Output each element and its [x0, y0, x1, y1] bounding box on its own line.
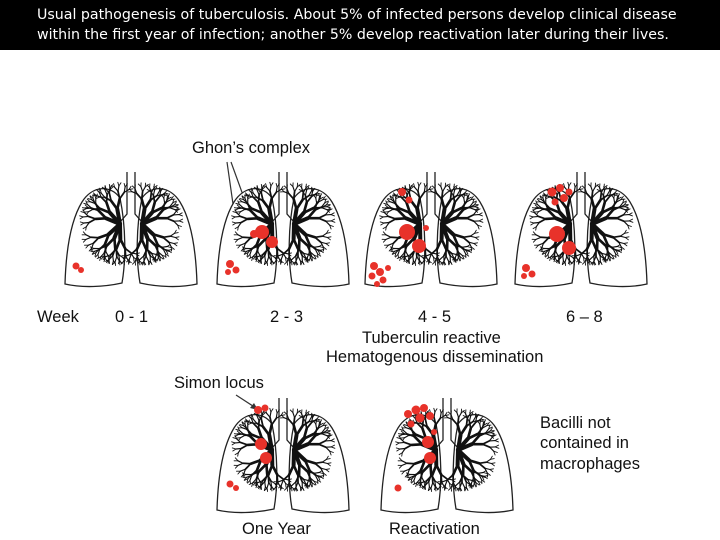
lesion	[395, 485, 402, 492]
caption-line-2: within the first year of infection; another 5% develop reactivation later during their lives.	[37, 27, 669, 43]
lesion	[370, 262, 378, 270]
lesion	[431, 429, 437, 435]
lesion	[416, 414, 425, 423]
bacilli-line-3: macrophages	[540, 455, 640, 473]
hematogenous-dissemination-label: Hematogenous dissemination	[326, 348, 544, 366]
lesion	[562, 241, 576, 255]
lesion	[226, 260, 234, 268]
lesion	[250, 230, 258, 238]
lesion	[254, 406, 262, 414]
lesion	[233, 267, 240, 274]
simon-locus-label: Simon locus	[174, 374, 264, 392]
lesion	[521, 273, 527, 279]
one-year-label: One Year	[242, 520, 311, 538]
lesion	[529, 271, 536, 278]
stage-0-1-label: 0 - 1	[115, 308, 149, 326]
lesion	[422, 436, 434, 448]
lesion	[566, 189, 573, 196]
week-label: Week	[37, 308, 79, 326]
lesion	[522, 264, 530, 272]
lesion	[424, 452, 436, 464]
stage-4-5-label: 4 - 5	[418, 308, 452, 326]
lungs-week-6-8	[512, 172, 652, 290]
lesion	[406, 197, 413, 204]
lungs-week-4-5	[362, 172, 502, 290]
lesion	[374, 281, 380, 287]
lesion	[426, 412, 434, 420]
lungs-week-0-1	[62, 172, 202, 290]
lesion	[262, 405, 269, 412]
lungs-one-year	[214, 398, 354, 516]
lesion	[408, 421, 415, 428]
lesion	[266, 236, 278, 248]
lesion	[404, 410, 412, 418]
lesion	[560, 194, 568, 202]
lesion	[398, 188, 406, 196]
lesion	[556, 184, 564, 192]
lesion	[385, 265, 391, 271]
lesion	[412, 239, 426, 253]
lesion	[380, 277, 387, 284]
lungs-reactivation	[378, 398, 518, 516]
lesion	[548, 188, 557, 197]
stage-2-3-label: 2 - 3	[270, 308, 304, 326]
lesion	[376, 268, 384, 276]
lesion	[233, 485, 239, 491]
lesion	[423, 225, 429, 231]
stage-6-8-label: 6 – 8	[566, 308, 603, 326]
ghon-complex-label: Ghon’s complex	[192, 139, 311, 157]
lesion	[420, 404, 428, 412]
caption-line-1: Usual pathogenesis of tuberculosis. About 5% of infected persons develop clinical disease	[37, 7, 677, 23]
lesion	[78, 267, 84, 273]
lesion	[255, 438, 267, 450]
bacilli-line-2: contained in	[540, 434, 629, 452]
lesion	[369, 273, 376, 280]
lesion	[549, 226, 565, 242]
lesion	[399, 224, 415, 240]
tuberculin-reactive-label: Tuberculin reactive	[362, 329, 501, 347]
lesion	[260, 452, 272, 464]
lungs-week-2-3	[214, 172, 354, 290]
reactivation-label: Reactivation	[389, 520, 480, 538]
lesion	[552, 199, 559, 206]
lesion	[227, 481, 234, 488]
bacilli-line-1: Bacilli not	[540, 414, 611, 432]
lesion	[225, 269, 231, 275]
lesion	[412, 406, 421, 415]
